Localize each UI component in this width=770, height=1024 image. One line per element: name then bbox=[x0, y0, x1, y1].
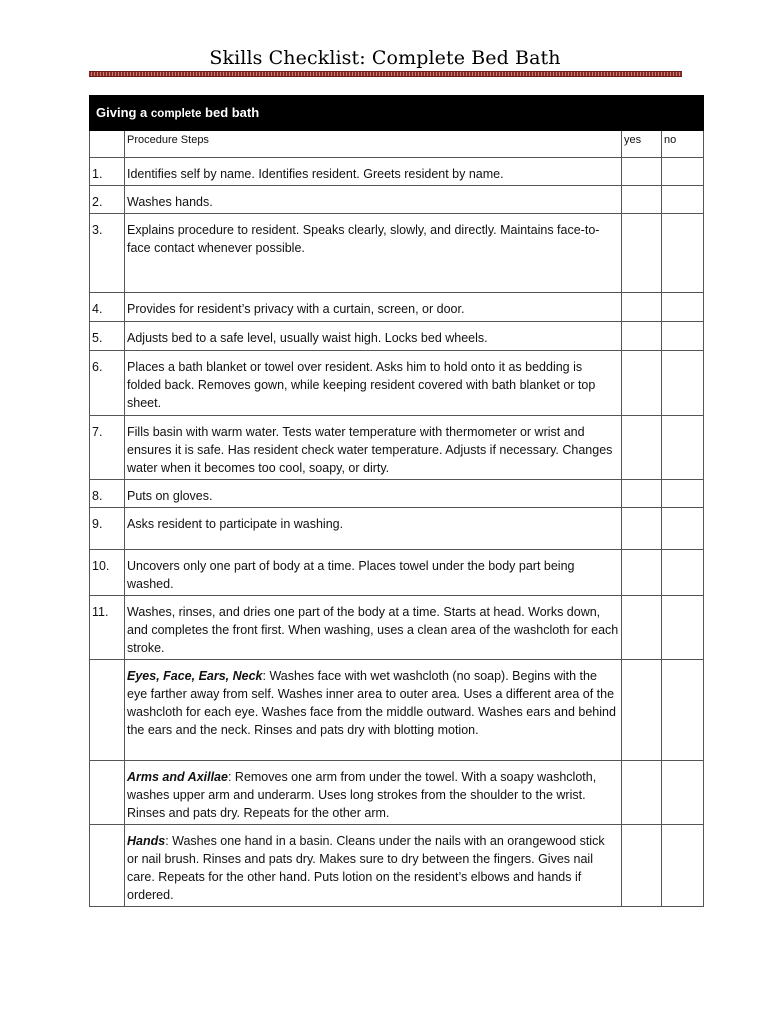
table-row bbox=[90, 186, 704, 214]
column-header-number bbox=[90, 131, 125, 158]
substep-label: Hands bbox=[127, 834, 166, 848]
yes-checkbox-cell[interactable] bbox=[622, 825, 662, 907]
step-text: Uncovers only one part of body at a time. Places towel under the body part being washed. bbox=[125, 550, 622, 596]
step-number: 11. bbox=[90, 596, 125, 660]
step-number: 6. bbox=[90, 351, 125, 416]
step-number: 7. bbox=[90, 416, 125, 480]
step-number bbox=[90, 660, 125, 761]
column-header-no: no bbox=[662, 131, 704, 158]
step-number: 2. bbox=[90, 186, 125, 214]
table-row bbox=[90, 660, 704, 761]
substep-text bbox=[125, 825, 622, 907]
no-checkbox-cell[interactable] bbox=[662, 761, 704, 825]
section-header-row bbox=[90, 96, 704, 131]
step-text: Asks resident to participate in washing. bbox=[125, 508, 622, 550]
title-divider bbox=[89, 71, 682, 77]
column-header-yes: yes bbox=[622, 131, 662, 158]
yes-checkbox-cell[interactable] bbox=[622, 660, 662, 761]
yes-checkbox-cell[interactable] bbox=[622, 480, 662, 508]
step-number bbox=[90, 761, 125, 825]
yes-checkbox-cell[interactable] bbox=[622, 214, 662, 293]
document-title: Skills Checklist: Complete Bed Bath bbox=[209, 47, 561, 69]
step-text: Washes, rinses, and dries one part of the body at a time. Starts at head. Works down, and completes the front first. When washing, uses a clean area of the washcloth for each stroke. bbox=[125, 596, 622, 660]
step-text: Fills basin with warm water. Tests water temperature with thermometer or wrist and ensures it is safe. Has resident check water temperature. Adjusts if necessary. Changes water when it becomes too cool, soapy, or dirty. bbox=[125, 416, 622, 480]
step-text: Explains procedure to resident. Speaks clearly, slowly, and directly. Maintains face-to-face contact whenever possible. bbox=[125, 214, 622, 293]
skills-checklist-table bbox=[89, 95, 704, 907]
yes-checkbox-cell[interactable] bbox=[622, 596, 662, 660]
step-text: Identifies self by name. Identifies resident. Greets resident by name. bbox=[125, 158, 622, 186]
no-checkbox-cell[interactable] bbox=[662, 825, 704, 907]
step-text: Provides for resident’s privacy with a curtain, screen, or door. bbox=[125, 293, 622, 322]
step-number bbox=[90, 825, 125, 907]
no-checkbox-cell[interactable] bbox=[662, 214, 704, 293]
yes-checkbox-cell[interactable] bbox=[622, 186, 662, 214]
table-row bbox=[90, 508, 704, 550]
substep-description: : Washes one hand in a basin. Cleans under the nails with an orangewood stick or nail brush. Rinses and pats dry. Makes sure to dry between the fingers. Gives nail care. Repeats for the other hand. Puts lotion on the resident’s elbows and hands if ordered. bbox=[127, 834, 605, 902]
no-checkbox-cell[interactable] bbox=[662, 660, 704, 761]
table-row bbox=[90, 293, 704, 322]
no-checkbox-cell[interactable] bbox=[662, 480, 704, 508]
yes-checkbox-cell[interactable] bbox=[622, 322, 662, 351]
step-text: Adjusts bed to a safe level, usually waist high. Locks bed wheels. bbox=[125, 322, 622, 351]
no-checkbox-cell[interactable] bbox=[662, 416, 704, 480]
table-row bbox=[90, 761, 704, 825]
yes-checkbox-cell[interactable] bbox=[622, 293, 662, 322]
column-header-procedure: Procedure Steps bbox=[125, 131, 622, 158]
no-checkbox-cell[interactable] bbox=[662, 158, 704, 186]
yes-checkbox-cell[interactable] bbox=[622, 416, 662, 480]
table-row bbox=[90, 351, 704, 416]
substep-description: : Washes face with wet washcloth (no soap). Begins with the eye farther away from self. Washes inner area to outer area. Uses a different area of the washcloth for each eye. Washes face from the middle outward. Washes ears and behind the ears and the neck. Rinses and pats dry with blotting motion. bbox=[127, 669, 616, 737]
section-title-part2: complete bbox=[150, 107, 202, 120]
table-row bbox=[90, 214, 704, 293]
substep-label: Arms and Axillae bbox=[127, 770, 228, 784]
step-number: 3. bbox=[90, 214, 125, 293]
substep-label: Eyes, Face, Ears, Neck bbox=[127, 669, 263, 683]
yes-checkbox-cell[interactable] bbox=[622, 508, 662, 550]
table-row bbox=[90, 322, 704, 351]
no-checkbox-cell[interactable] bbox=[662, 351, 704, 416]
step-number: 8. bbox=[90, 480, 125, 508]
no-checkbox-cell[interactable] bbox=[662, 293, 704, 322]
step-number: 10. bbox=[90, 550, 125, 596]
step-number: 1. bbox=[90, 158, 125, 186]
table-row bbox=[90, 825, 704, 907]
yes-checkbox-cell[interactable] bbox=[622, 158, 662, 186]
table-row bbox=[90, 416, 704, 480]
table-row bbox=[90, 158, 704, 186]
section-title-part3: bed bath bbox=[201, 104, 260, 120]
yes-checkbox-cell[interactable] bbox=[622, 550, 662, 596]
section-title-part1: Giving a bbox=[96, 104, 151, 120]
substep-description: : Removes one arm from under the towel. With a soapy washcloth, washes upper arm and underarm. Uses long strokes from the shoulder to the wrist. Rinses and pats dry. Repeats for the other arm. bbox=[127, 770, 597, 820]
substep-text bbox=[125, 660, 622, 761]
substep-text bbox=[125, 761, 622, 825]
table-row bbox=[90, 550, 704, 596]
table-row bbox=[90, 596, 704, 660]
step-number: 4. bbox=[90, 293, 125, 322]
step-text: Places a bath blanket or towel over resident. Asks him to hold onto it as bedding is folded back. Removes gown, while keeping resident covered with bath blanket or top sheet. bbox=[125, 351, 622, 416]
section-title bbox=[90, 96, 704, 131]
no-checkbox-cell[interactable] bbox=[662, 508, 704, 550]
step-text: Puts on gloves. bbox=[125, 480, 622, 508]
step-number: 9. bbox=[90, 508, 125, 550]
no-checkbox-cell[interactable] bbox=[662, 322, 704, 351]
no-checkbox-cell[interactable] bbox=[662, 186, 704, 214]
no-checkbox-cell[interactable] bbox=[662, 596, 704, 660]
yes-checkbox-cell[interactable] bbox=[622, 761, 662, 825]
step-text: Washes hands. bbox=[125, 186, 622, 214]
no-checkbox-cell[interactable] bbox=[662, 550, 704, 596]
table-row bbox=[90, 480, 704, 508]
column-header-row bbox=[90, 131, 704, 158]
yes-checkbox-cell[interactable] bbox=[622, 351, 662, 416]
step-number: 5. bbox=[90, 322, 125, 351]
